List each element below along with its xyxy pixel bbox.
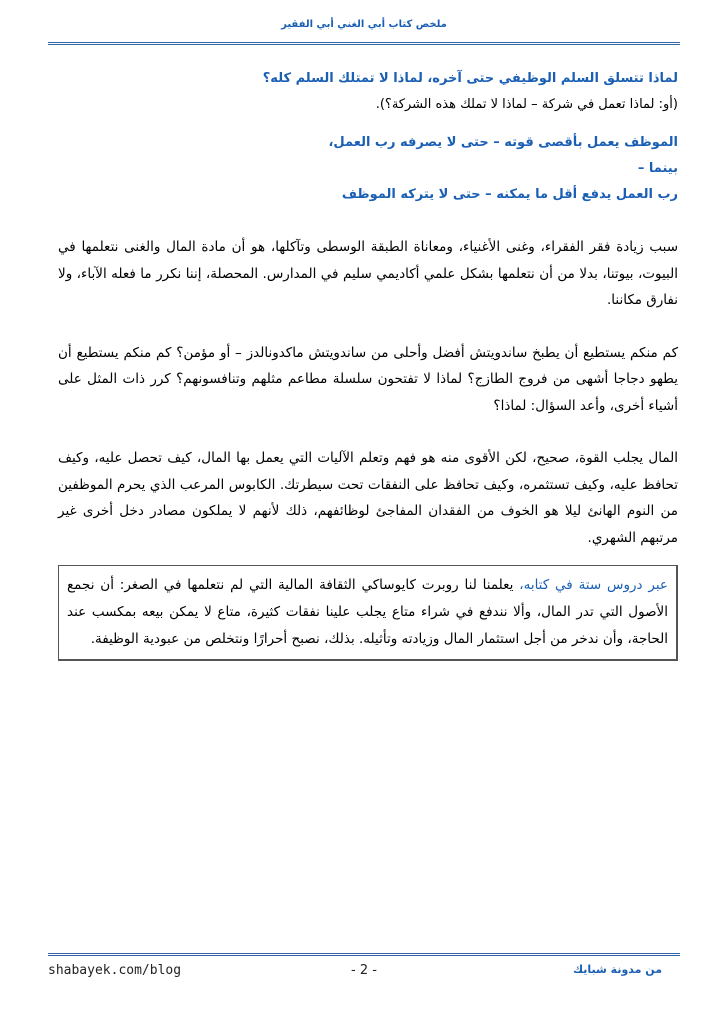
section-question: لماذا تتسلق السلم الوظيفي حتى آخره، لماذا لا تمتلك السلم كله؟ (262, 71, 678, 86)
paragraph-poverty (58, 234, 678, 314)
spacer (58, 551, 678, 563)
paragraph-sandwich (58, 340, 678, 420)
footer-divider (48, 953, 680, 956)
header-divider (48, 42, 680, 45)
employer-line: رب العمل يدفع أقل ما يمكنه – حتى لا يتركه الموظف (341, 187, 678, 202)
document-body (58, 66, 678, 661)
spacer (58, 419, 678, 445)
callout-text (67, 572, 668, 653)
section-subquestion: (أو: لماذا تعمل في شركة – لماذا لا تملك هذه الشركة؟). (375, 97, 678, 112)
while-line: بينما – (637, 161, 678, 176)
footer-site-link[interactable]: shabayek.com/blog (48, 963, 182, 978)
spacer (58, 314, 678, 340)
spacer (58, 208, 678, 234)
paragraph-text: المال يجلب القوة، صحيح، لكن الأقوى منه هو فهم وتعلم الآليات التي يعمل بها المال، كيف تحصل عليه، وكيف تحافظ عليه، وكيف تستثمره، وكيف تحافظ على النفقات تحت سيطرتك. الكابوس المرعب الذي يحرم الموظفين من النوم الهانئ ليلا هو الخوف من الفقدان المفاجئ لوظائفهم، ذلك لأنهم لا يملكون مصادر دخل أخرى غير مرتبهم الشهري. (58, 450, 678, 546)
header-title: ملخص كتاب أبي الغني أبي الفقير (281, 19, 447, 30)
callout-lead: عبر دروس ستة في كتابه، (519, 577, 668, 593)
callout-body: يعلمنا لنا روبرت كايوساكي الثقافة المالية التي لم نتعلمها في الصغر: أن نجمع الأصول التي تدر المال، وألا نندفع في شراء متاع يجلب علينا نفقات كثيرة، متاع لا يمكن بيعه بمكسب عند الحاجة، وأن ندخر من أجل استثمار المال وزيادته وتأثيله. بذلك، نصبح أحرارًا ونتخلص من عبودية الوظيفة. (67, 577, 668, 647)
paragraph-text: كم منكم يستطيع أن يطبخ ساندويتش أفضل وأحلى من ساندويتش ماكدونالدز – أو مؤمن؟ كم منكم يستطيع أن يطهو دجاجا أشهى من فروج الطازج؟ لماذا لا تفتحون سلسلة مطاعم مثلهم وتنافسونهم؟ كرر ذات المثل على أشياء أخرى، وأعد السؤال: لماذا؟ (58, 344, 678, 414)
footer-source: من مدونة شبايك (573, 963, 662, 976)
spacer (58, 118, 678, 130)
paragraph-text: سبب زيادة فقر الفقراء، وغنى الأغنياء، ومعاناة الطبقة الوسطى وتآكلها، هو أن مادة المال والغنى نتعلمها في البيوت، بيوتنا، بدلا من أن نتعلمها بشكل علمي أكاديمي سليم في المدارس. المحصلة، إننا نكرر ما فعله الآباء، ولا نفارق مكاننا. (58, 239, 678, 308)
page-number: - 2 - (351, 963, 377, 978)
paragraph-money-power (58, 445, 678, 551)
employee-line: الموظف يعمل بأقصى قوته – حتى لا يصرفه رب العمل، (328, 135, 678, 150)
summary-callout-box (58, 565, 678, 661)
page-header (0, 14, 728, 46)
